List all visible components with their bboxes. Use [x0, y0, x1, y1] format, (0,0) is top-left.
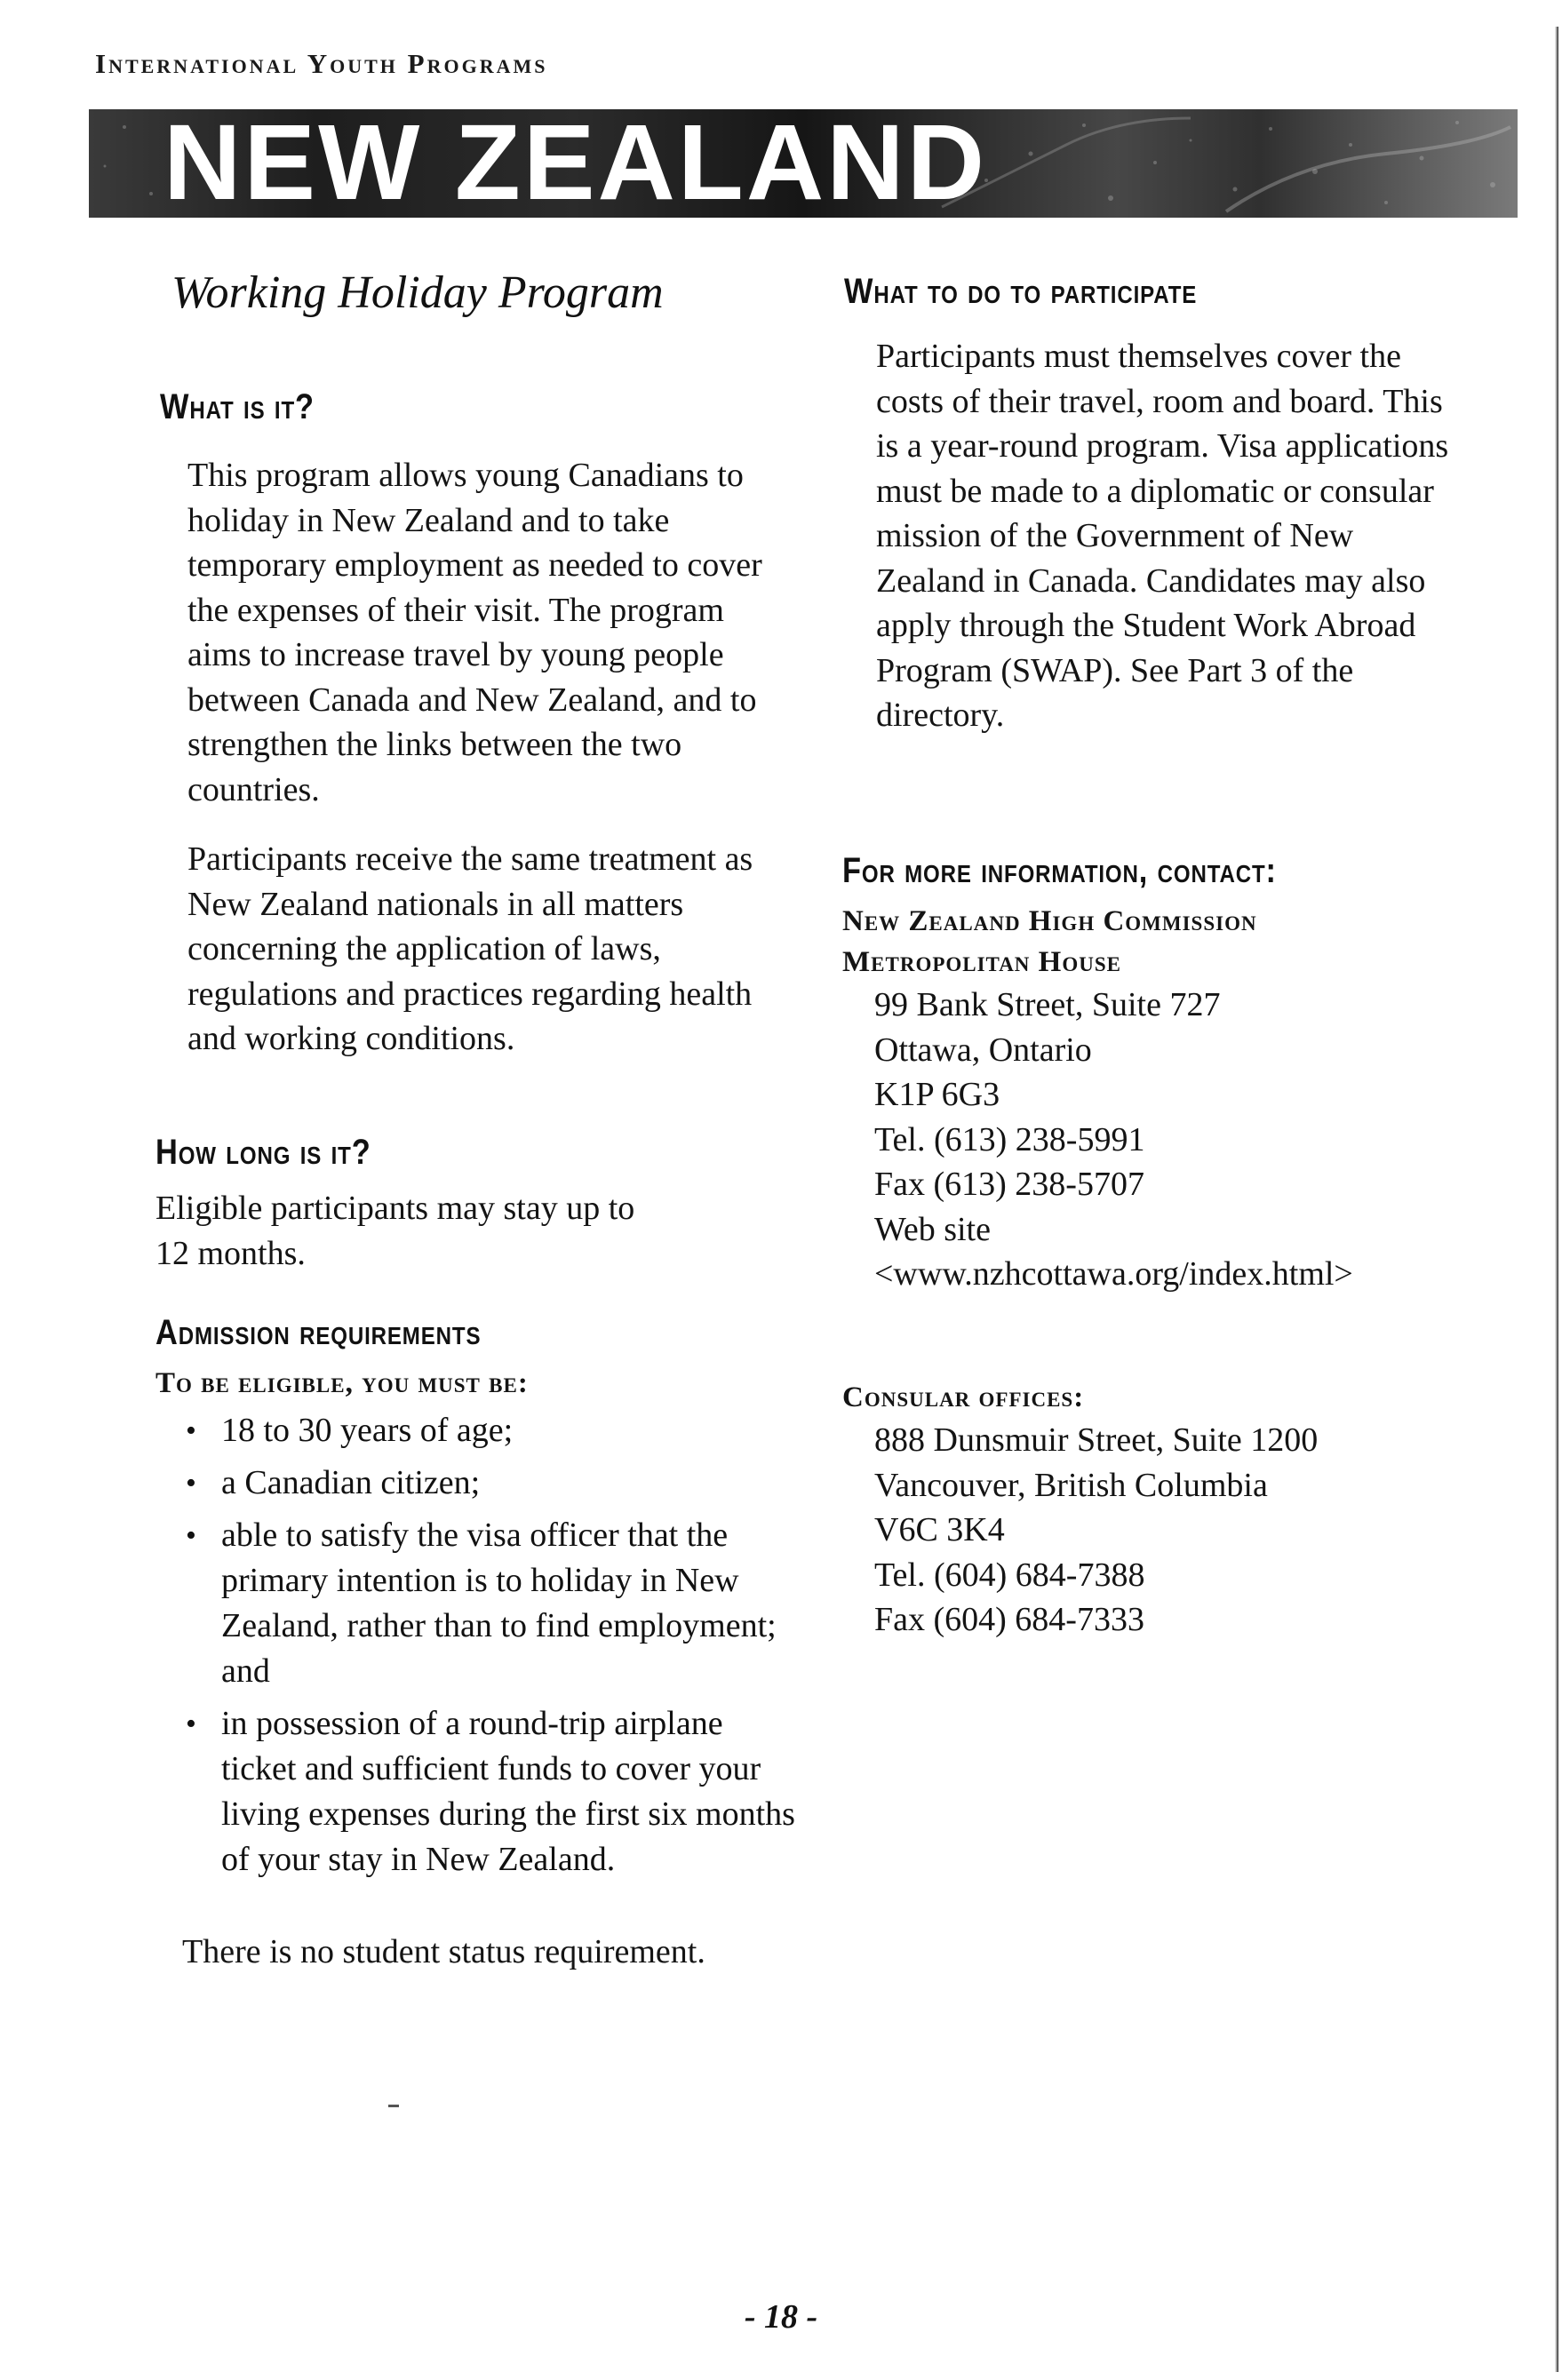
section-heading-admission: Admission requirements — [155, 1313, 482, 1352]
fax-line: Fax (604) 684-7333 — [874, 1601, 1144, 1638]
address-line: 99 Bank Street, Suite 727 — [874, 986, 1221, 1023]
requirement-item: • in possession of a round-trip airplane ticket and sufficient funds to cover your living expenses during the first six months of your stay in New Zealand. — [182, 1701, 795, 1883]
admission-subheading: To be eligible, you must be: — [155, 1367, 529, 1399]
section-heading-how-long: How long is it? — [155, 1133, 371, 1172]
contact-address — [874, 983, 1496, 1297]
what-is-it-paragraph-2: Participants receive the same treatment as New Zealand nationals in all matters concerning the application of laws, regulations and practices regarding health and working conditions. — [187, 840, 753, 1057]
requirement-item: • a Canadian citizen; — [182, 1461, 795, 1506]
section-heading-contact: For more information, contact: — [842, 851, 1277, 890]
contact-org-line-1: New Zealand High Commission — [842, 905, 1257, 937]
no-student-status-note: There is no student status requirement. — [182, 1933, 705, 1970]
requirements-list — [182, 1408, 795, 1890]
address-line: Ottawa, Ontario — [874, 1031, 1092, 1069]
consular-heading: Consular offices: — [842, 1381, 1085, 1413]
website-url: <www.nzhcottawa.org/index.html> — [874, 1255, 1353, 1293]
section-heading-participate: What to do to participate — [844, 272, 1198, 311]
participate-text: Participants must themselves cover the costs of their travel, room and board. This is a year-round program. Visa applications must be made to a diplomatic or consular mission of the Government of New Zealand in Canada. Candidates may also apply through the Student Work Abroad Program (SWAP). See Part 3 of the directory. — [876, 338, 1449, 734]
fax-line: Fax (613) 238-5707 — [874, 1166, 1144, 1203]
contact-org-line-2: Metropolitan House — [842, 946, 1121, 978]
what-is-it-paragraph-1: This program allows young Canadians to holiday in New Zealand and to take temporary employment as needed to cover the expenses of their visit. The program aims to increase travel by young people between Canada and New Zealand, and to strengthen the links between the two countries. — [187, 457, 762, 808]
address-line: Vancouver, British Columbia — [874, 1466, 1268, 1504]
country-banner — [89, 109, 1518, 218]
page-edge-shadow — [1555, 27, 1558, 2372]
address-line: 888 Dunsmuir Street, Suite 1200 — [874, 1421, 1319, 1459]
how-long-text: Eligible participants may stay up to 12 months. — [155, 1190, 635, 1272]
section-heading-what-is-it: What is it? — [160, 387, 315, 426]
requirement-item: • 18 to 30 years of age; — [182, 1408, 795, 1453]
consular-address — [874, 1418, 1496, 1643]
page-number: - 18 - — [744, 2298, 818, 2336]
requirement-item: • able to satisfy the visa officer that the primary intention is to holiday in New Zealand, rather than to find employment; and — [182, 1513, 795, 1694]
scan-speck — [388, 2105, 399, 2107]
address-line: K1P 6G3 — [874, 1076, 1000, 1113]
website-label: Web site — [874, 1210, 991, 1248]
program-title: Working Holiday Program — [171, 267, 664, 318]
running-header: International Youth Programs — [95, 48, 548, 79]
address-line: V6C 3K4 — [874, 1511, 1005, 1548]
phone-line: Tel. (613) 238-5991 — [874, 1120, 1145, 1158]
phone-line: Tel. (604) 684-7388 — [874, 1556, 1145, 1594]
banner-title: NEW ZEALAND — [163, 109, 987, 218]
